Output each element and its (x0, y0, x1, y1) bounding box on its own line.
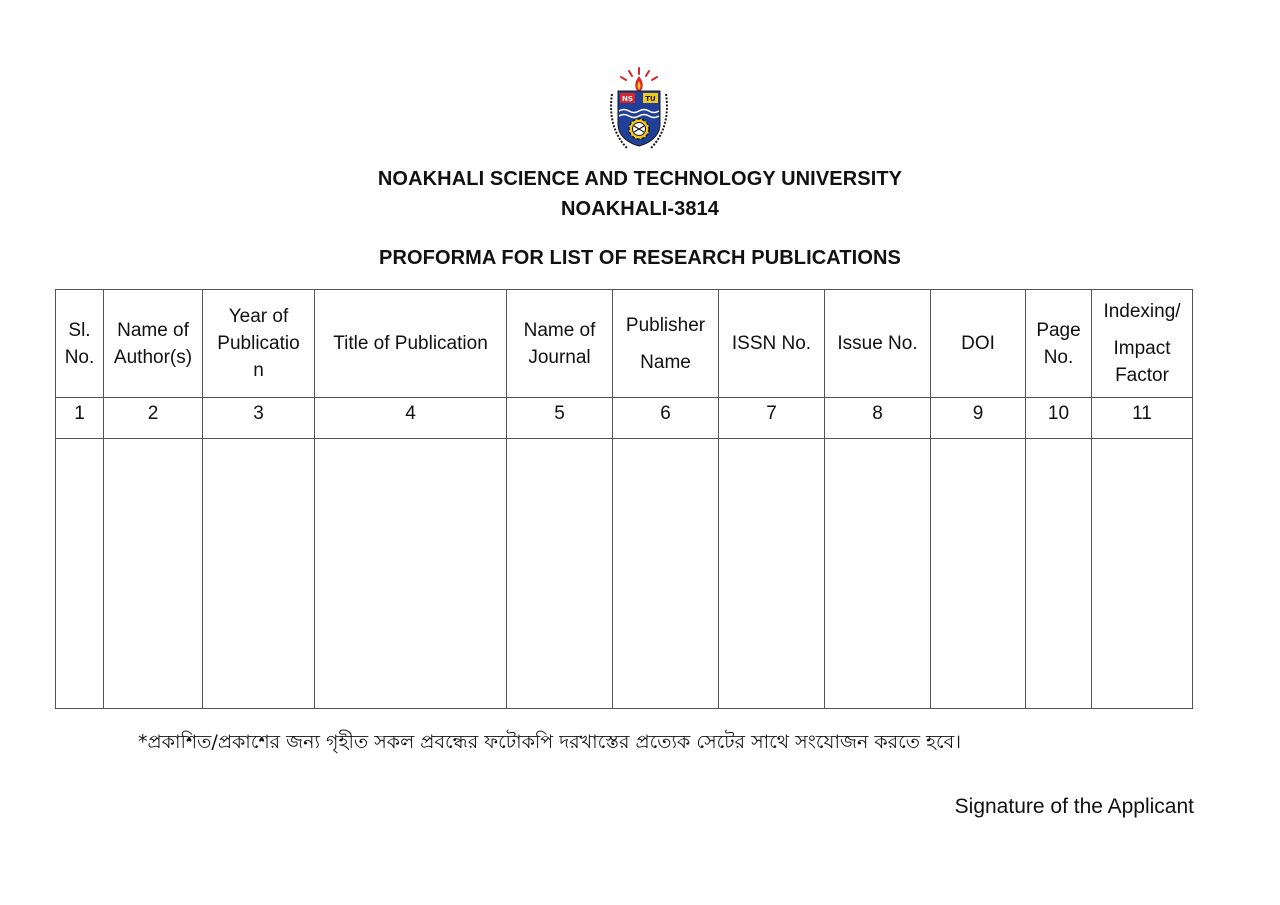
column-header-journal: Name of Journal (507, 290, 613, 398)
column-number: 9 (931, 398, 1026, 439)
column-header-title: Title of Publication (315, 290, 507, 398)
column-number: 10 (1026, 398, 1092, 439)
table-cell[interactable] (1092, 439, 1193, 709)
svg-text:TU: TU (645, 95, 656, 103)
column-number: 7 (719, 398, 825, 439)
column-header-issue: Issue No. (825, 290, 931, 398)
column-header-indexing: Indexing/ Impact Factor (1092, 290, 1193, 398)
table-cell[interactable] (613, 439, 719, 709)
table-cell[interactable] (719, 439, 825, 709)
column-number-row (56, 398, 1193, 439)
table-cell[interactable] (931, 439, 1026, 709)
attachment-note: *প্রকাশিত/প্রকাশের জন্য গৃহীত সকল প্রবন্ধের ফটোকপি দরখাস্তের প্রত্যেক সেটের সাথে সংযোজন করতে হবে। (138, 731, 961, 753)
column-number: 11 (1092, 398, 1193, 439)
table-cell[interactable] (203, 439, 315, 709)
table-cell[interactable] (825, 439, 931, 709)
form-title: PROFORMA FOR LIST OF RESEARCH PUBLICATIONS (379, 247, 901, 269)
column-number: 6 (613, 398, 719, 439)
column-header-authors: Name of Author(s) (104, 290, 203, 398)
column-number: 3 (203, 398, 315, 439)
university-address: NOAKHALI-3814 (561, 198, 719, 220)
publications-table (55, 289, 1193, 709)
column-number: 8 (825, 398, 931, 439)
table-cell[interactable] (1026, 439, 1092, 709)
column-number: 1 (56, 398, 104, 439)
column-number: 5 (507, 398, 613, 439)
table-cell[interactable] (104, 439, 203, 709)
column-header-issn: ISSN No. (719, 290, 825, 398)
svg-text:NS: NS (622, 95, 633, 103)
table-cell[interactable] (507, 439, 613, 709)
column-header-publisher: Publisher Name (613, 290, 719, 398)
column-number: 4 (315, 398, 507, 439)
column-header-page: Page No. (1026, 290, 1092, 398)
university-name: NOAKHALI SCIENCE AND TECHNOLOGY UNIVERSITY (377, 168, 903, 190)
column-number: 2 (104, 398, 203, 439)
university-logo (601, 66, 677, 152)
table-cell[interactable] (56, 439, 104, 709)
column-header-doi: DOI (931, 290, 1026, 398)
column-header-serial: Sl. No. (56, 290, 104, 398)
table-header-row (56, 290, 1193, 398)
table-cell[interactable] (315, 439, 507, 709)
signature-line: Signature of the Applicant (954, 795, 1194, 818)
column-header-year: Year of Publicatio n (203, 290, 315, 398)
gear-icon (629, 119, 649, 139)
table-row (56, 439, 1193, 709)
